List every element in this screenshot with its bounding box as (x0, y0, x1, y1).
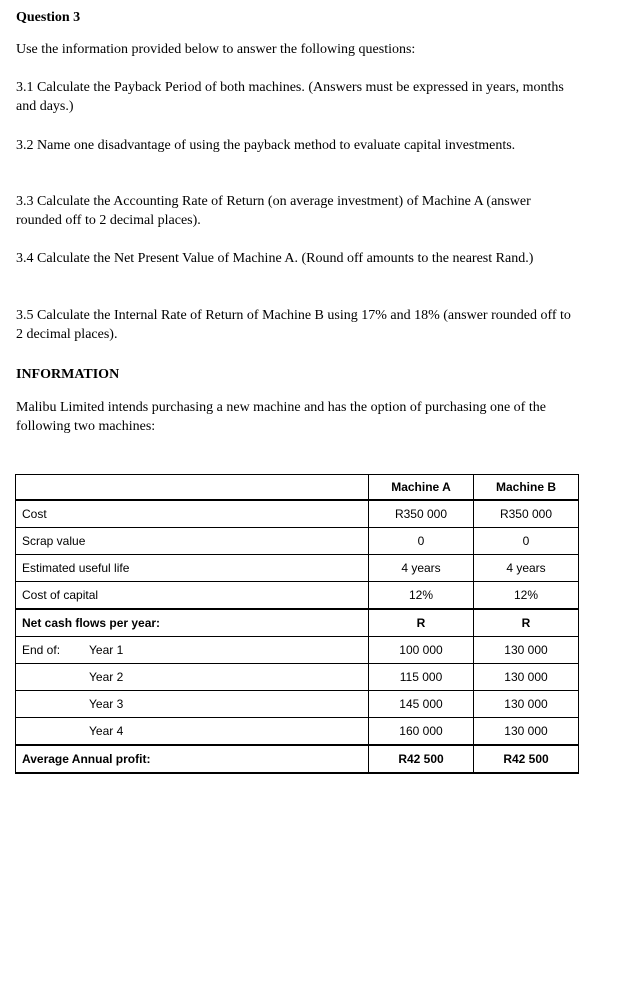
row-label: Cost (16, 500, 369, 528)
row-label: Estimated useful life (16, 555, 369, 582)
machine-a-average-profit: R42 500 (369, 745, 474, 773)
machine-b-value: 130 000 (474, 664, 579, 691)
machine-comparison-table (15, 474, 579, 774)
machine-a-value: 100 000 (369, 637, 474, 664)
row-label: Scrap value (16, 528, 369, 555)
row-label: Cost of capital (16, 582, 369, 610)
question-item-3-1: 3.1 Calculate the Payback Period of both machines. (Answers must be expressed in years, months and days.) (16, 80, 564, 114)
machine-b-value: 130 000 (474, 718, 579, 746)
cash-flow-label (16, 664, 369, 691)
cash-flow-row (16, 691, 579, 718)
machine-a-value: 4 years (369, 555, 474, 582)
table-row (16, 582, 579, 610)
question-item-3-3: 3.3 Calculate the Accounting Rate of Return (on average investment) of Machine A (answer rounded off to 2 decimal places). (16, 194, 531, 228)
cash-flow-label (16, 718, 369, 746)
cash-flow-heading-label: Net cash flows per year: (16, 609, 369, 637)
machine-a-currency: R (369, 609, 474, 637)
table-row (16, 528, 579, 555)
machine-b-value: 4 years (474, 555, 579, 582)
header-machine-b: Machine B (474, 475, 579, 501)
question-item-3-5: 3.5 Calculate the Internal Rate of Return of Machine B using 17% and 18% (answer rounded off to 2 decimal places). (16, 308, 571, 342)
machine-b-value: R350 000 (474, 500, 579, 528)
question-item-3-2: 3.2 Name one disadvantage of using the payback method to evaluate capital investments. (16, 138, 516, 153)
cash-flow-heading-row (16, 609, 579, 637)
machine-b-currency: R (474, 609, 579, 637)
average-profit-row (16, 745, 579, 773)
machine-b-average-profit: R42 500 (474, 745, 579, 773)
table-row (16, 555, 579, 582)
cash-flow-label (16, 637, 369, 664)
question-intro: Use the information provided below to answer the following questions: (16, 42, 416, 57)
header-empty-cell (16, 475, 369, 501)
end-of-label: End of: (22, 643, 61, 657)
machine-b-value: 12% (474, 582, 579, 610)
question-title: Question 3 (16, 10, 81, 25)
machine-a-value: 115 000 (369, 664, 474, 691)
machine-b-value: 130 000 (474, 691, 579, 718)
cash-flow-label (16, 691, 369, 718)
machine-a-value: 160 000 (369, 718, 474, 746)
machine-a-value: 145 000 (369, 691, 474, 718)
cash-flow-row (16, 637, 579, 664)
year-label: Year 3 (89, 697, 124, 711)
cash-flow-row (16, 718, 579, 746)
year-label: Year 1 (89, 643, 124, 657)
machine-b-value: 130 000 (474, 637, 579, 664)
header-machine-a: Machine A (369, 475, 474, 501)
information-heading: INFORMATION (16, 367, 120, 382)
machine-a-value: 0 (369, 528, 474, 555)
average-profit-label: Average Annual profit: (16, 745, 369, 773)
table-header-row (16, 475, 579, 501)
question-item-3-4: 3.4 Calculate the Net Present Value of Machine A. (Round off amounts to the nearest Rand.) (16, 251, 534, 266)
machine-b-value: 0 (474, 528, 579, 555)
machine-a-value: 12% (369, 582, 474, 610)
cash-flow-row (16, 664, 579, 691)
information-text: Malibu Limited intends purchasing a new machine and has the option of purchasing one of the following two machines: (16, 400, 546, 434)
machine-a-value: R350 000 (369, 500, 474, 528)
table-row (16, 500, 579, 528)
year-label: Year 4 (89, 724, 124, 738)
year-label: Year 2 (89, 670, 124, 684)
